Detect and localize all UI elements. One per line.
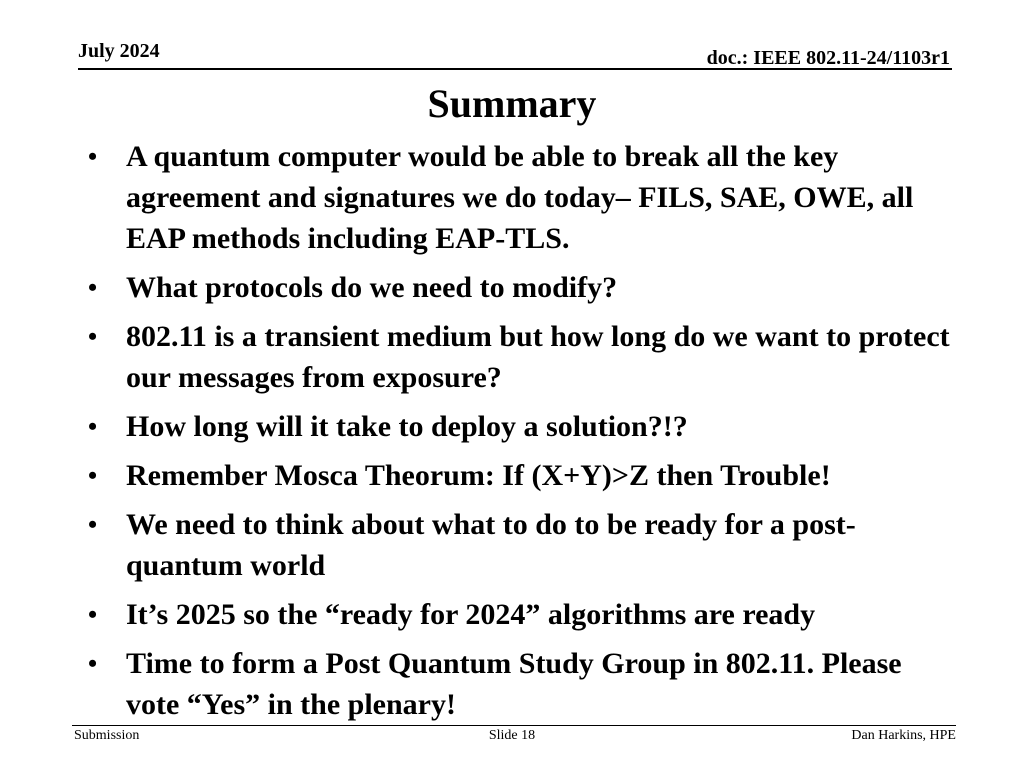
bullet-item [82,455,962,496]
bullet-icon: • [88,600,98,629]
bullet-text: A quantum computer would be able to break all the key agreement and signatures we do today– FILS, SAE, OWE, all EAP methods including EAP-TLS. [126,140,914,255]
slide-title: Summary [427,81,597,126]
footer-author: Dan Harkins, HPE [851,728,956,743]
bullet-item [82,316,962,398]
bullet-item [82,136,962,259]
header-divider [78,68,952,70]
bullet-item [82,643,962,725]
bullet-icon: • [88,412,98,441]
header-date: July 2024 [78,40,160,62]
bullet-icon: • [88,510,98,539]
bullet-icon: • [88,322,98,351]
header-doc-id: doc.: IEEE 802.11-24/1103r1 [706,47,950,69]
bullet-item [82,406,962,447]
bullet-icon: • [88,142,98,171]
bullet-icon: • [88,461,98,490]
bullet-item [82,594,962,635]
bullet-text: We need to think about what to do to be ready for a post-quantum world [126,508,856,582]
bullet-list [82,136,962,733]
bullet-item [82,267,962,308]
bullet-text: How long will it take to deploy a solution?!? [126,410,688,443]
bullet-text: Time to form a Post Quantum Study Group in 802.11. Please vote “Yes” in the plenary! [126,647,902,721]
bullet-icon: • [88,273,98,302]
bullet-icon: • [88,649,98,678]
bullet-text: Remember Mosca Theorum: If (X+Y)>Z then Trouble! [126,459,831,492]
footer-divider [72,725,956,726]
bullet-text: 802.11 is a transient medium but how long do we want to protect our messages from exposure? [126,320,950,394]
bullet-text: It’s 2025 so the “ready for 2024” algorithms are ready [126,598,816,631]
bullet-item [82,504,962,586]
footer-slide-number: Slide 18 [488,728,536,743]
footer-submission: Submission [74,728,140,743]
bullet-text: What protocols do we need to modify? [126,271,618,304]
